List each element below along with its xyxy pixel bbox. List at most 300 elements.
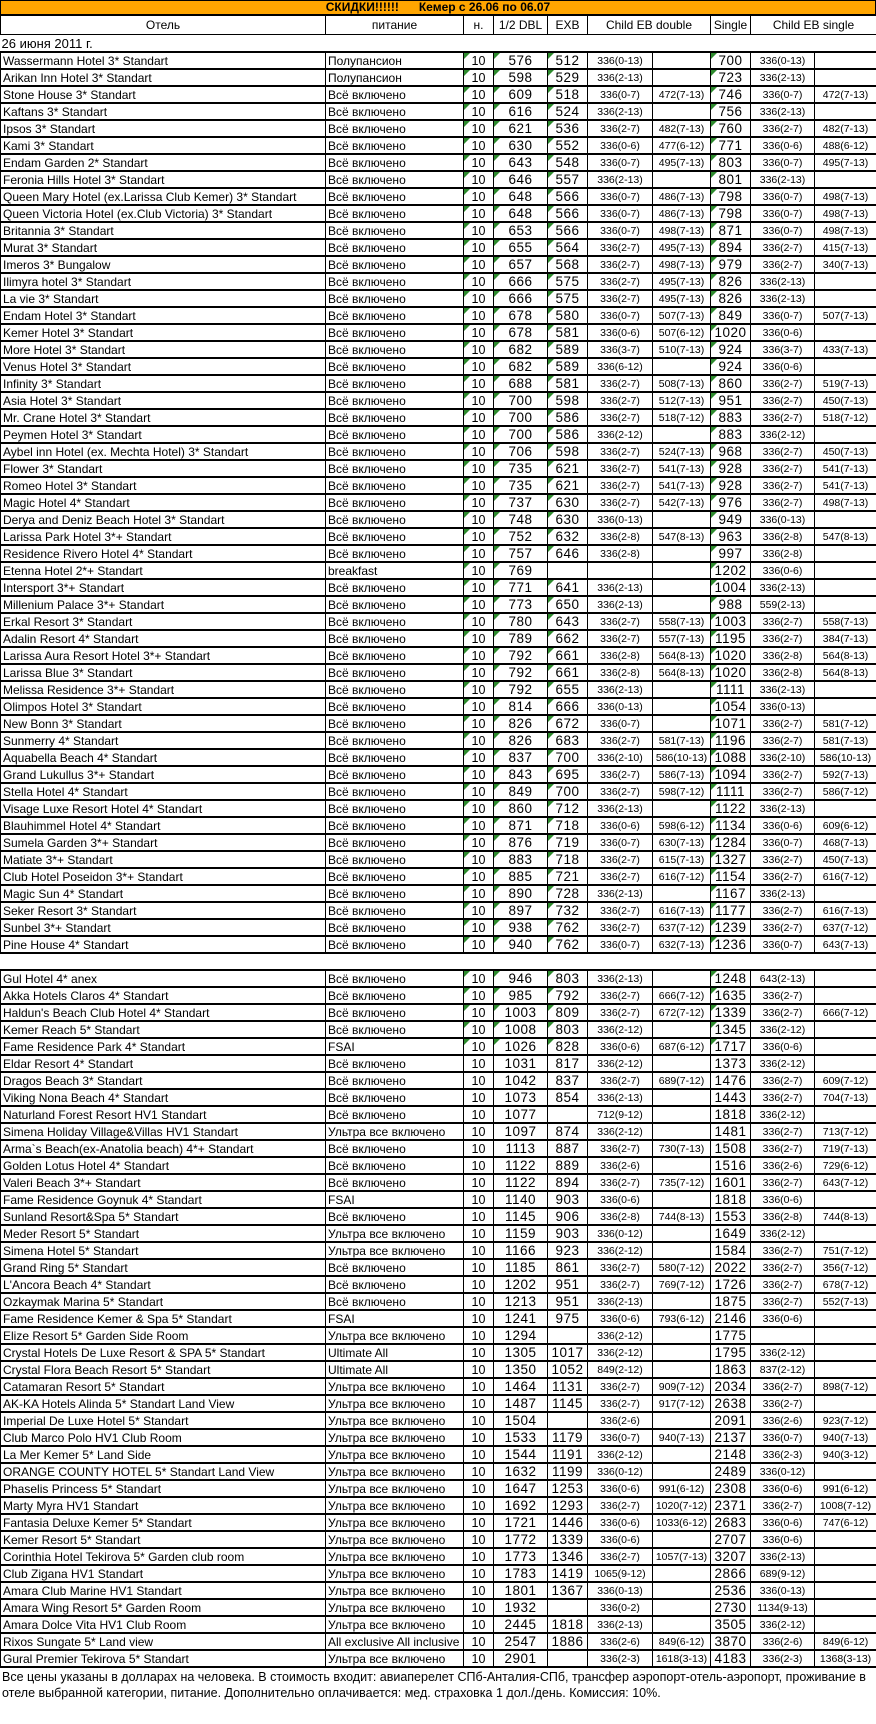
nights-cell: 10 bbox=[464, 205, 494, 222]
exb-price-cell: 837 bbox=[548, 1072, 588, 1089]
exb-price-cell: 762 bbox=[548, 936, 588, 953]
nights-cell: 10 bbox=[464, 307, 494, 324]
nights-cell: 10 bbox=[464, 52, 494, 69]
hotel-name-cell: Rixos Sungate 5* Land view bbox=[1, 1633, 326, 1650]
child-eb-double-1-cell: 336(2-7) bbox=[588, 239, 653, 256]
child-eb-double-1-cell: 336(2-13) bbox=[588, 1293, 653, 1310]
child-eb-single-2-cell bbox=[815, 1395, 876, 1412]
hotel-row bbox=[1, 460, 876, 477]
hotel-row bbox=[1, 222, 876, 239]
half-dbl-price-cell: 897 bbox=[494, 902, 548, 919]
exb-price-cell: 923 bbox=[548, 1242, 588, 1259]
child-eb-double-1-cell: 336(0-13) bbox=[588, 52, 653, 69]
half-dbl-price-cell: 1113 bbox=[494, 1140, 548, 1157]
single-price-cell: 826 bbox=[711, 273, 751, 290]
child-eb-single-2-cell: 498(7-13) bbox=[815, 188, 876, 205]
exb-price-cell: 598 bbox=[548, 443, 588, 460]
child-eb-single-2-cell: 719(7-13) bbox=[815, 1140, 876, 1157]
child-eb-double-2-cell bbox=[653, 1361, 711, 1378]
child-eb-single-2-cell: 468(7-13) bbox=[815, 834, 876, 851]
child-eb-double-2-cell: 564(8-13) bbox=[653, 647, 711, 664]
child-eb-double-2-cell: 508(7-13) bbox=[653, 375, 711, 392]
child-eb-double-1-cell: 336(2-13) bbox=[588, 1616, 653, 1633]
child-eb-single-2-cell bbox=[815, 1327, 876, 1344]
nights-cell: 10 bbox=[464, 919, 494, 936]
single-price-cell: 1167 bbox=[711, 885, 751, 902]
hotel-name-cell: Kemer Hotel 3* Standart bbox=[1, 324, 326, 341]
child-eb-double-1-cell: 336(2-12) bbox=[588, 1344, 653, 1361]
child-eb-double-2-cell: 510(7-13) bbox=[653, 341, 711, 358]
hotel-row bbox=[1, 800, 876, 817]
single-price-cell: 1327 bbox=[711, 851, 751, 868]
hotel-row bbox=[1, 579, 876, 596]
child-eb-single-2-cell: 747(6-12) bbox=[815, 1514, 876, 1531]
single-price-cell: 801 bbox=[711, 171, 751, 188]
hotel-row bbox=[1, 1242, 876, 1259]
single-price-cell: 771 bbox=[711, 137, 751, 154]
price-table bbox=[0, 15, 876, 1668]
child-eb-double-1-cell: 336(2-6) bbox=[588, 1157, 653, 1174]
child-eb-double-2-cell bbox=[653, 970, 711, 987]
half-dbl-price-cell: 1122 bbox=[494, 1174, 548, 1191]
child-eb-double-1-cell: 336(0-7) bbox=[588, 222, 653, 239]
half-dbl-price-cell: 735 bbox=[494, 477, 548, 494]
single-price-cell: 2371 bbox=[711, 1497, 751, 1514]
child-eb-single-1-cell: 336(0-6) bbox=[751, 1038, 815, 1055]
exb-price-cell: 575 bbox=[548, 290, 588, 307]
child-eb-double-2-cell bbox=[653, 1106, 711, 1123]
nights-cell: 10 bbox=[464, 1004, 494, 1021]
exb-price-cell: 718 bbox=[548, 851, 588, 868]
hotel-row bbox=[1, 477, 876, 494]
child-eb-double-2-cell bbox=[653, 596, 711, 613]
child-eb-double-1-cell: 336(2-7) bbox=[588, 613, 653, 630]
meal-plan-cell: FSAI bbox=[326, 1038, 464, 1055]
nights-cell: 10 bbox=[464, 1531, 494, 1548]
hotel-name-cell: Sunland Resort&Spa 5* Standart bbox=[1, 1208, 326, 1225]
exb-price-cell: 828 bbox=[548, 1038, 588, 1055]
hotel-row bbox=[1, 1106, 876, 1123]
meal-plan-cell: Всё включено bbox=[326, 545, 464, 562]
child-eb-single-2-cell bbox=[815, 1021, 876, 1038]
single-price-cell: 1134 bbox=[711, 817, 751, 834]
column-header-meal: питание bbox=[326, 16, 464, 35]
nights-cell: 10 bbox=[464, 1395, 494, 1412]
hotel-row bbox=[1, 1191, 876, 1208]
single-price-cell: 700 bbox=[711, 52, 751, 69]
child-eb-single-1-cell: 336(2-7) bbox=[751, 1259, 815, 1276]
single-price-cell: 3505 bbox=[711, 1616, 751, 1633]
child-eb-single-2-cell bbox=[815, 171, 876, 188]
meal-plan-cell: Всё включено bbox=[326, 749, 464, 766]
child-eb-double-1-cell: 336(2-7) bbox=[588, 460, 653, 477]
hotel-row bbox=[1, 1140, 876, 1157]
child-eb-single-2-cell: 541(7-13) bbox=[815, 477, 876, 494]
exb-price-cell: 662 bbox=[548, 630, 588, 647]
child-eb-double-1-cell: 336(2-7) bbox=[588, 1497, 653, 1514]
meal-plan-cell: Всё включено bbox=[326, 1004, 464, 1021]
single-price-cell: 1476 bbox=[711, 1072, 751, 1089]
half-dbl-price-cell: 1464 bbox=[494, 1378, 548, 1395]
exb-price-cell: 874 bbox=[548, 1123, 588, 1140]
hotel-row bbox=[1, 256, 876, 273]
child-eb-single-1-cell: 336(2-7) bbox=[751, 766, 815, 783]
half-dbl-price-cell: 688 bbox=[494, 375, 548, 392]
child-eb-double-2-cell: 580(7-12) bbox=[653, 1259, 711, 1276]
single-price-cell: 1195 bbox=[711, 630, 751, 647]
hotel-name-cell: Endam Garden 2* Standart bbox=[1, 154, 326, 171]
child-eb-single-1-cell: 1134(9-13) bbox=[751, 1599, 815, 1616]
child-eb-single-1-cell: 336(0-7) bbox=[751, 936, 815, 953]
child-eb-single-1-cell: 336(0-6) bbox=[751, 1480, 815, 1497]
nights-cell: 10 bbox=[464, 596, 494, 613]
half-dbl-price-cell: 1504 bbox=[494, 1412, 548, 1429]
half-dbl-price-cell: 792 bbox=[494, 664, 548, 681]
hotel-row bbox=[1, 613, 876, 630]
single-price-cell: 1177 bbox=[711, 902, 751, 919]
exb-price-cell: 803 bbox=[548, 1021, 588, 1038]
nights-cell: 10 bbox=[464, 1276, 494, 1293]
nights-cell: 10 bbox=[464, 171, 494, 188]
single-price-cell: 1508 bbox=[711, 1140, 751, 1157]
child-eb-single-1-cell: 336(2-8) bbox=[751, 528, 815, 545]
half-dbl-price-cell: 1213 bbox=[494, 1293, 548, 1310]
nights-cell: 10 bbox=[464, 222, 494, 239]
child-eb-double-2-cell bbox=[653, 1225, 711, 1242]
hotel-name-cell: Kaftans 3* Standart bbox=[1, 103, 326, 120]
single-price-cell: 3207 bbox=[711, 1548, 751, 1565]
exb-price-cell: 732 bbox=[548, 902, 588, 919]
spacer-cell bbox=[1, 953, 876, 970]
child-eb-double-2-cell: 498(7-13) bbox=[653, 256, 711, 273]
meal-plan-cell: Полупансион bbox=[326, 69, 464, 86]
single-price-cell: 1202 bbox=[711, 562, 751, 579]
meal-plan-cell: Всё включено bbox=[326, 579, 464, 596]
child-eb-single-2-cell: 564(8-13) bbox=[815, 664, 876, 681]
child-eb-double-1-cell: 336(2-13) bbox=[588, 103, 653, 120]
child-eb-single-2-cell bbox=[815, 545, 876, 562]
child-eb-double-1-cell: 336(0-6) bbox=[588, 1480, 653, 1497]
meal-plan-cell: Всё включено bbox=[326, 511, 464, 528]
child-eb-single-1-cell: 559(2-13) bbox=[751, 596, 815, 613]
meal-plan-cell: Всё включено bbox=[326, 630, 464, 647]
child-eb-single-1-cell: 336(2-13) bbox=[751, 273, 815, 290]
exb-price-cell: 512 bbox=[548, 52, 588, 69]
child-eb-double-1-cell: 336(0-7) bbox=[588, 1429, 653, 1446]
exb-price-cell: 552 bbox=[548, 137, 588, 154]
exb-price-cell: 621 bbox=[548, 477, 588, 494]
child-eb-double-1-cell: 336(0-6) bbox=[588, 1191, 653, 1208]
child-eb-double-2-cell: 1618(3-13) bbox=[653, 1650, 711, 1667]
child-eb-single-1-cell: 336(0-7) bbox=[751, 205, 815, 222]
child-eb-double-1-cell: 336(2-7) bbox=[588, 1259, 653, 1276]
half-dbl-price-cell: 771 bbox=[494, 579, 548, 596]
hotel-name-cell: Asia Hotel 3* Standart bbox=[1, 392, 326, 409]
nights-cell: 10 bbox=[464, 1208, 494, 1225]
nights-cell: 10 bbox=[464, 545, 494, 562]
hotel-name-cell: Residence Rivero Hotel 4* Standart bbox=[1, 545, 326, 562]
exb-price-cell: 1191 bbox=[548, 1446, 588, 1463]
half-dbl-price-cell: 616 bbox=[494, 103, 548, 120]
child-eb-single-2-cell: 498(7-13) bbox=[815, 222, 876, 239]
child-eb-double-1-cell: 336(2-12) bbox=[588, 426, 653, 443]
nights-cell: 10 bbox=[464, 1565, 494, 1582]
single-price-cell: 1345 bbox=[711, 1021, 751, 1038]
child-eb-double-2-cell bbox=[653, 69, 711, 86]
child-eb-double-1-cell: 336(2-6) bbox=[588, 1633, 653, 1650]
child-eb-double-2-cell: 547(8-13) bbox=[653, 528, 711, 545]
column-header-single: Single bbox=[711, 16, 751, 35]
child-eb-single-1-cell: 336(2-7) bbox=[751, 1395, 815, 1412]
child-eb-single-1-cell: 336(2-7) bbox=[751, 987, 815, 1004]
child-eb-single-1-cell: 336(0-7) bbox=[751, 222, 815, 239]
exb-price-cell: 1145 bbox=[548, 1395, 588, 1412]
hotel-name-cell: La Mer Kemer 5* Land Side bbox=[1, 1446, 326, 1463]
child-eb-double-1-cell: 336(2-13) bbox=[588, 171, 653, 188]
child-eb-double-1-cell: 336(2-7) bbox=[588, 902, 653, 919]
meal-plan-cell: Всё включено bbox=[326, 919, 464, 936]
child-eb-double-2-cell: 507(7-13) bbox=[653, 307, 711, 324]
child-eb-single-1-cell: 336(2-7) bbox=[751, 375, 815, 392]
child-eb-single-2-cell: 849(6-12) bbox=[815, 1633, 876, 1650]
half-dbl-price-cell: 1305 bbox=[494, 1344, 548, 1361]
child-eb-double-2-cell: 512(7-13) bbox=[653, 392, 711, 409]
child-eb-single-2-cell: 666(7-12) bbox=[815, 1004, 876, 1021]
child-eb-double-1-cell: 336(2-7) bbox=[588, 1174, 653, 1191]
child-eb-single-2-cell: 552(7-13) bbox=[815, 1293, 876, 1310]
hotel-row bbox=[1, 596, 876, 613]
single-price-cell: 1284 bbox=[711, 834, 751, 851]
nights-cell: 10 bbox=[464, 273, 494, 290]
nights-cell: 10 bbox=[464, 783, 494, 800]
child-eb-single-2-cell bbox=[815, 579, 876, 596]
exb-price-cell: 1179 bbox=[548, 1429, 588, 1446]
half-dbl-price-cell: 1166 bbox=[494, 1242, 548, 1259]
hotel-name-cell: Golden Lotus Hotel 4* Standart bbox=[1, 1157, 326, 1174]
child-eb-single-2-cell: 1368(3-13) bbox=[815, 1650, 876, 1667]
nights-cell: 10 bbox=[464, 936, 494, 953]
nights-cell: 10 bbox=[464, 86, 494, 103]
meal-plan-cell: Всё включено bbox=[326, 1055, 464, 1072]
child-eb-double-2-cell: 637(7-12) bbox=[653, 919, 711, 936]
hotel-row bbox=[1, 851, 876, 868]
child-eb-single-1-cell: 336(0-7) bbox=[751, 86, 815, 103]
single-price-cell: 2148 bbox=[711, 1446, 751, 1463]
child-eb-single-2-cell: 616(7-12) bbox=[815, 868, 876, 885]
meal-plan-cell: Всё включено bbox=[326, 970, 464, 987]
child-eb-double-2-cell: 793(6-12) bbox=[653, 1310, 711, 1327]
meal-plan-cell: Ультра все включено bbox=[326, 1531, 464, 1548]
date-row bbox=[1, 35, 876, 53]
exb-price-cell: 887 bbox=[548, 1140, 588, 1157]
exb-price-cell: 581 bbox=[548, 375, 588, 392]
meal-plan-cell: Всё включено bbox=[326, 341, 464, 358]
child-eb-single-1-cell: 336(2-7) bbox=[751, 1089, 815, 1106]
exb-price-cell: 655 bbox=[548, 681, 588, 698]
hotel-row bbox=[1, 1497, 876, 1514]
exb-price-cell: 661 bbox=[548, 647, 588, 664]
single-price-cell: 928 bbox=[711, 460, 751, 477]
nights-cell: 10 bbox=[464, 970, 494, 987]
nights-cell: 10 bbox=[464, 477, 494, 494]
child-eb-single-2-cell: 340(7-13) bbox=[815, 256, 876, 273]
nights-cell: 10 bbox=[464, 698, 494, 715]
nights-cell: 10 bbox=[464, 290, 494, 307]
hotel-row bbox=[1, 562, 876, 579]
meal-plan-cell: Полупансион bbox=[326, 52, 464, 69]
child-eb-single-1-cell: 336(2-7) bbox=[751, 1123, 815, 1140]
child-eb-double-2-cell: 495(7-13) bbox=[653, 154, 711, 171]
child-eb-single-1-cell: 336(2-7) bbox=[751, 239, 815, 256]
child-eb-single-2-cell: 495(7-13) bbox=[815, 154, 876, 171]
single-price-cell: 1443 bbox=[711, 1089, 751, 1106]
child-eb-double-1-cell: 336(2-7) bbox=[588, 868, 653, 885]
half-dbl-price-cell: 1544 bbox=[494, 1446, 548, 1463]
hotel-row bbox=[1, 137, 876, 154]
hotel-row bbox=[1, 426, 876, 443]
child-eb-double-2-cell: 586(7-13) bbox=[653, 766, 711, 783]
meal-plan-cell: Всё включено bbox=[326, 239, 464, 256]
exb-price-cell: 621 bbox=[548, 460, 588, 477]
child-eb-single-1-cell: 336(2-13) bbox=[751, 885, 815, 902]
hotel-row bbox=[1, 1599, 876, 1616]
child-eb-single-1-cell: 336(2-7) bbox=[751, 477, 815, 494]
meal-plan-cell: Ультра все включено bbox=[326, 1480, 464, 1497]
meal-plan-cell: Всё включено bbox=[326, 987, 464, 1004]
child-eb-double-2-cell bbox=[653, 800, 711, 817]
hotel-row bbox=[1, 1548, 876, 1565]
nights-cell: 10 bbox=[464, 885, 494, 902]
half-dbl-price-cell: 1647 bbox=[494, 1480, 548, 1497]
hotel-row bbox=[1, 1480, 876, 1497]
half-dbl-price-cell: 885 bbox=[494, 868, 548, 885]
single-price-cell: 2022 bbox=[711, 1259, 751, 1276]
exb-price-cell: 581 bbox=[548, 324, 588, 341]
half-dbl-price-cell: 843 bbox=[494, 766, 548, 783]
nights-cell: 10 bbox=[464, 1548, 494, 1565]
single-price-cell: 1818 bbox=[711, 1191, 751, 1208]
child-eb-double-2-cell bbox=[653, 1327, 711, 1344]
exb-price-cell: 518 bbox=[548, 86, 588, 103]
child-eb-single-2-cell bbox=[815, 1344, 876, 1361]
half-dbl-price-cell: 1932 bbox=[494, 1599, 548, 1616]
child-eb-single-2-cell: 704(7-13) bbox=[815, 1089, 876, 1106]
child-eb-single-1-cell: 336(2-12) bbox=[751, 1616, 815, 1633]
hotel-row bbox=[1, 1650, 876, 1667]
exb-price-cell: 803 bbox=[548, 970, 588, 987]
half-dbl-price-cell: 938 bbox=[494, 919, 548, 936]
half-dbl-price-cell: 678 bbox=[494, 324, 548, 341]
single-price-cell: 1003 bbox=[711, 613, 751, 630]
child-eb-double-1-cell: 336(0-7) bbox=[588, 307, 653, 324]
single-price-cell: 1795 bbox=[711, 1344, 751, 1361]
hotel-row bbox=[1, 1429, 876, 1446]
meal-plan-cell: Всё включено bbox=[326, 851, 464, 868]
child-eb-single-1-cell: 336(0-6) bbox=[751, 1514, 815, 1531]
meal-plan-cell: Всё включено bbox=[326, 290, 464, 307]
child-eb-double-1-cell: 336(0-6) bbox=[588, 817, 653, 834]
child-eb-double-2-cell bbox=[653, 1191, 711, 1208]
child-eb-double-1-cell: 336(0-12) bbox=[588, 1463, 653, 1480]
meal-plan-cell: Всё включено bbox=[326, 1259, 464, 1276]
hotel-row bbox=[1, 375, 876, 392]
child-eb-single-2-cell: 1008(7-12) bbox=[815, 1497, 876, 1514]
meal-plan-cell: Всё включено bbox=[326, 1021, 464, 1038]
exb-price-cell: 630 bbox=[548, 511, 588, 528]
half-dbl-price-cell: 1202 bbox=[494, 1276, 548, 1293]
child-eb-double-1-cell: 336(2-7) bbox=[588, 443, 653, 460]
half-dbl-price-cell: 1801 bbox=[494, 1582, 548, 1599]
child-eb-double-2-cell: 495(7-13) bbox=[653, 239, 711, 256]
half-dbl-price-cell: 837 bbox=[494, 749, 548, 766]
child-eb-single-2-cell bbox=[815, 1055, 876, 1072]
child-eb-single-1-cell: 336(2-13) bbox=[751, 681, 815, 698]
nights-cell: 10 bbox=[464, 1616, 494, 1633]
hotel-name-cell: Larissa Blue 3* Standart bbox=[1, 664, 326, 681]
child-eb-single-1-cell: 336(2-3) bbox=[751, 1446, 815, 1463]
single-price-cell: 1516 bbox=[711, 1157, 751, 1174]
child-eb-double-1-cell: 336(2-7) bbox=[588, 630, 653, 647]
hotel-row bbox=[1, 698, 876, 715]
child-eb-double-2-cell: 518(7-12) bbox=[653, 409, 711, 426]
half-dbl-price-cell: 814 bbox=[494, 698, 548, 715]
nights-cell: 10 bbox=[464, 732, 494, 749]
hotel-name-cell: Seker Resort 3* Standart bbox=[1, 902, 326, 919]
meal-plan-cell: Всё включено bbox=[326, 817, 464, 834]
exb-price-cell: 630 bbox=[548, 494, 588, 511]
meal-plan-cell: Всё включено bbox=[326, 834, 464, 851]
child-eb-single-2-cell: 923(7-12) bbox=[815, 1412, 876, 1429]
exb-price-cell: 586 bbox=[548, 409, 588, 426]
child-eb-single-2-cell: 541(7-13) bbox=[815, 460, 876, 477]
child-eb-single-2-cell: 751(7-12) bbox=[815, 1242, 876, 1259]
nights-cell: 10 bbox=[464, 1021, 494, 1038]
nights-cell: 10 bbox=[464, 1463, 494, 1480]
hotel-row bbox=[1, 664, 876, 681]
child-eb-double-2-cell bbox=[653, 1463, 711, 1480]
child-eb-double-2-cell: 940(7-13) bbox=[653, 1429, 711, 1446]
hotel-name-cell: Kami 3* Standart bbox=[1, 137, 326, 154]
hotel-row bbox=[1, 307, 876, 324]
half-dbl-price-cell: 1140 bbox=[494, 1191, 548, 1208]
hotel-name-cell: Fantasia Deluxe Kemer 5* Standart bbox=[1, 1514, 326, 1531]
child-eb-single-2-cell bbox=[815, 511, 876, 528]
meal-plan-cell: Всё включено bbox=[326, 120, 464, 137]
half-dbl-price-cell: 648 bbox=[494, 188, 548, 205]
exb-price-cell: 598 bbox=[548, 392, 588, 409]
child-eb-double-2-cell: 672(7-12) bbox=[653, 1004, 711, 1021]
half-dbl-price-cell: 860 bbox=[494, 800, 548, 817]
child-eb-single-2-cell bbox=[815, 103, 876, 120]
hotel-name-cell: Feronia Hills Hotel 3* Standart bbox=[1, 171, 326, 188]
single-price-cell: 1481 bbox=[711, 1123, 751, 1140]
hotel-name-cell: Fame Residence Goynuk 4* Standart bbox=[1, 1191, 326, 1208]
child-eb-single-2-cell bbox=[815, 1225, 876, 1242]
single-price-cell: 4183 bbox=[711, 1650, 751, 1667]
nights-cell: 10 bbox=[464, 137, 494, 154]
half-dbl-price-cell: 1042 bbox=[494, 1072, 548, 1089]
child-eb-single-2-cell bbox=[815, 273, 876, 290]
meal-plan-cell: Всё включено bbox=[326, 1293, 464, 1310]
single-price-cell: 2146 bbox=[711, 1310, 751, 1327]
half-dbl-price-cell: 1241 bbox=[494, 1310, 548, 1327]
hotel-name-cell: Ozkaymak Marina 5* Standart bbox=[1, 1293, 326, 1310]
meal-plan-cell: Ультра все включено bbox=[326, 1242, 464, 1259]
child-eb-single-1-cell: 336(0-6) bbox=[751, 562, 815, 579]
nights-cell: 10 bbox=[464, 460, 494, 477]
hotel-row bbox=[1, 528, 876, 545]
nights-cell: 10 bbox=[464, 1327, 494, 1344]
